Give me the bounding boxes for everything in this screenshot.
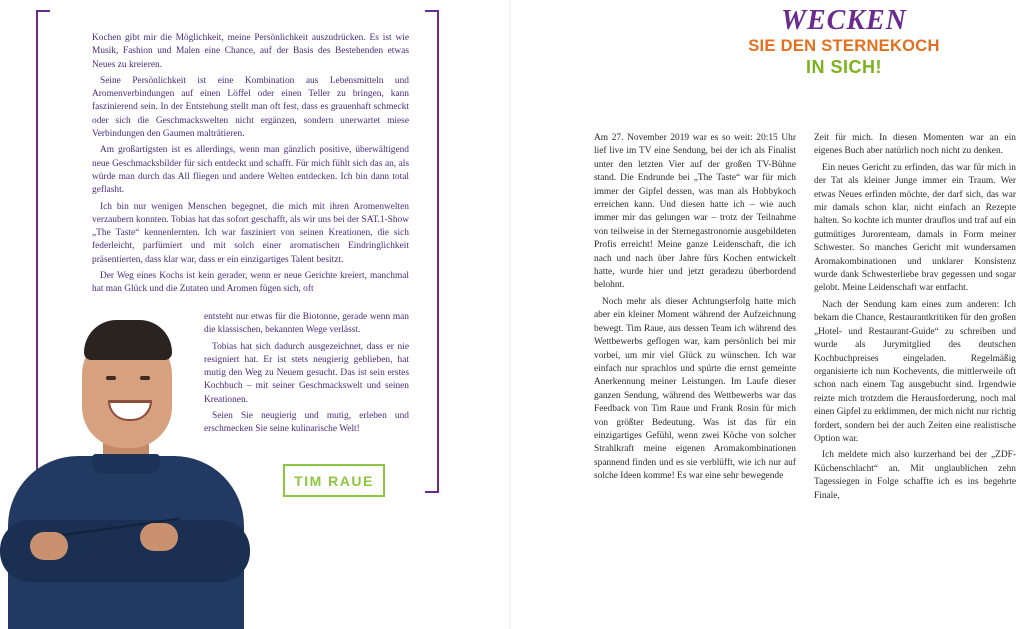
right-page — [512, 0, 1024, 629]
author-portrait — [0, 318, 250, 629]
foreword-paragraph: Seien Sie neugierig und mutig, erleben und erschmecken Sie seine kulinarische Welt! — [204, 411, 409, 435]
text-column-left — [594, 132, 796, 487]
portrait-hand — [140, 523, 178, 551]
foreword-text — [92, 32, 409, 435]
body-paragraph: Ich meldete mich also kurzerhand bei der „ZDF-Küchenschlacht“ an. Mit unglaublichen zehn Tagessiegen in Folge schaffte ich es ins begehrte Finale, — [814, 450, 1016, 501]
heading-line-in-sich: IN SICH! — [806, 57, 882, 77]
right-bracket — [425, 10, 439, 493]
body-paragraph: Noch mehr als dieser Achtungserfolg hatte mich aber ein kleiner Moment während der Aufzeichnung bewegt. Tim Raue, aus dessen Team ich während des Wettbewerbs geflogen war, kam persönlich bei mir vorbei, um mir viel Glück zu wünschen. Ich war einfach nur sprachlos und spürte die ernst gemeinte Anerkennung meiner Leistungen. Im Laufe dieser ganzen Sendung, während des Wettbewerbs war das Feedback von Tim Raue und Frank Rosin für mich von größter Bedeutung. Was ist das für ein einzigartiges Gefühl, wenn zwei Köche von solcher Strahlkraft meine eigenen Aromakombinationen spannend finden und es sie verblüfft, wie ich nur auf solche Ideen komme! Es war eine sehr bewegende — [594, 296, 796, 482]
portrait-eye — [140, 376, 150, 380]
foreword-paragraph: Am großartigsten ist es allerdings, wenn man gänzlich positive, überwältigend neue Geschmacksbilder für sich entdeckt und schafft. Für mich fühlt sich das an, als würde man durch das All fliegen und andere Welten entdecken. Ich bin dann total geflasht. — [92, 145, 409, 196]
foreword-paragraph: Tobias hat sich dadurch ausgezeichnet, dass er nie resigniert hat. Er ist stets neugierig geblieben, hat mutig den Weg zu Neuem gesucht. Das ist sein erstes Kochbuch – mit seiner Geschmackswelt und seinen Kreationen. — [204, 341, 409, 405]
foreword-paragraph: entsteht nur etwas für die Biotonne, gerade wenn man die klassischen, bekannten Wege verlässt. — [204, 312, 409, 336]
text-column-right — [814, 132, 1016, 506]
foreword-paragraph: Seine Persönlichkeit ist eine Kombination aus Lebensmitteln und Aromenverbindungen auf einen Löffel oder einen Teller zu bringen, kann faszinierend sein. In der Entstehung stellt man oft fest, dass es grauenhaft schmeckt oder sich die Geschmackswelten nicht ergänzen, sondern unerwartet miese Verbindungen den Gaumen malträtieren. — [92, 75, 409, 140]
foreword-paragraph: Ich bin nur wenigen Menschen begegnet, die mich mit ihren Aromenwelten verzaubern konnten. Tobias hat das sofort geschafft, als wir uns bei der SAT.1-Show „The Taste“ kennenlernten. Ich war fasziniert von seinen Kreationen, die sich federleicht, parfümiert und mit solch einer aromatischen Eindringlichkeit präsentierten, dass klar war, dass er ein einzigartiges Talent besitzt. — [92, 201, 409, 265]
portrait-hair — [84, 320, 172, 360]
portrait-collar — [92, 454, 160, 474]
body-paragraph: Am 27. November 2019 war es so weit: 20:15 Uhr lief live im TV eine Sendung, bei der ich als Finalist unter den letzten Vier auf der großen TV-Bühne stand. Die Endrunde bei „The Taste“ war für mich immer der Gipfel dessen, was man als Hobbykoch erreichen kann. Und diesen hatte ich – wie auch immer mir das gelungen war – trotz der Teilnahme von teilweise in der Sternegastronomie ausgebildeten Profis erreicht! Meine ganze Leidenschaft, die ich nach und nach über Jahre fürs Kochen entwickelt hatte, wurde hier und jetzt geradezu überbordend belohnt. — [594, 133, 796, 291]
portrait-eye — [106, 376, 116, 380]
foreword-paragraph: Kochen gibt mir die Möglichkeit, meine Persönlichkeit auszudrücken. Es ist wie Musik, Fashion und Malen eine Chance, auf der Basis des Bestehenden etwas Neues zu kreieren. — [92, 33, 409, 70]
body-paragraph: Ein neues Gericht zu erfinden, das war für mich in der Tat als kleiner Junge immer ein Traum. Wer etwas Neues erfinden möchte, der darf sich, das war mir damals schon klar, nicht einfach an Rezepte halten. So kochte ich munter drauflos und traf auf ein gutmütiges Jurorenteam, damals in Form meiner Schwester. So manches Gericht mit wundersamen Aromakombinationen und unklarer Konsistenz wurde dank Schwesterliebe brav gegessen und sogar gelobt. Meine Leidenschaft war entfacht. — [814, 162, 1016, 294]
heading-line-wecken: WECKEN — [781, 5, 907, 36]
body-paragraph: Nach der Sendung kam eines zum anderen: Ich bekam die Chance, Restaurantkritiken für den großen „Hotel- und Restaurant-Guide“ zu schreiben und wurde als Jurymitglied des deutschen Kochbuchpreises eingeladen. Regelmäßig organisierte ich nun Kochevents, die mittlerweile oft schon nach einem Tag ausgebucht sind. Irgendwie reizte mich trotzdem die Herausforderung, noch mal einen Gipfel zu erklimmen, der mich nicht nur richtig fordert, sondern bei der auch Zeiten eine realistische Option war. — [814, 299, 1016, 444]
heading-line-sternekoch: SIE DEN STERNEKOCH — [748, 37, 940, 55]
author-name-box: TIM RAUE — [283, 464, 385, 497]
foreword-paragraph: Der Weg eines Kochs ist kein gerader, wenn er neue Gerichte kreiert, manchmal hat man Glück und die Zutaten und Aromen fügen sich, oft — [92, 271, 409, 295]
chapter-heading — [734, 6, 954, 78]
portrait-hand — [30, 532, 68, 560]
body-paragraph: Zeit für mich. In diesen Momenten war an ein eigenes Buch aber natürlich noch nicht zu denken. — [814, 133, 1016, 157]
